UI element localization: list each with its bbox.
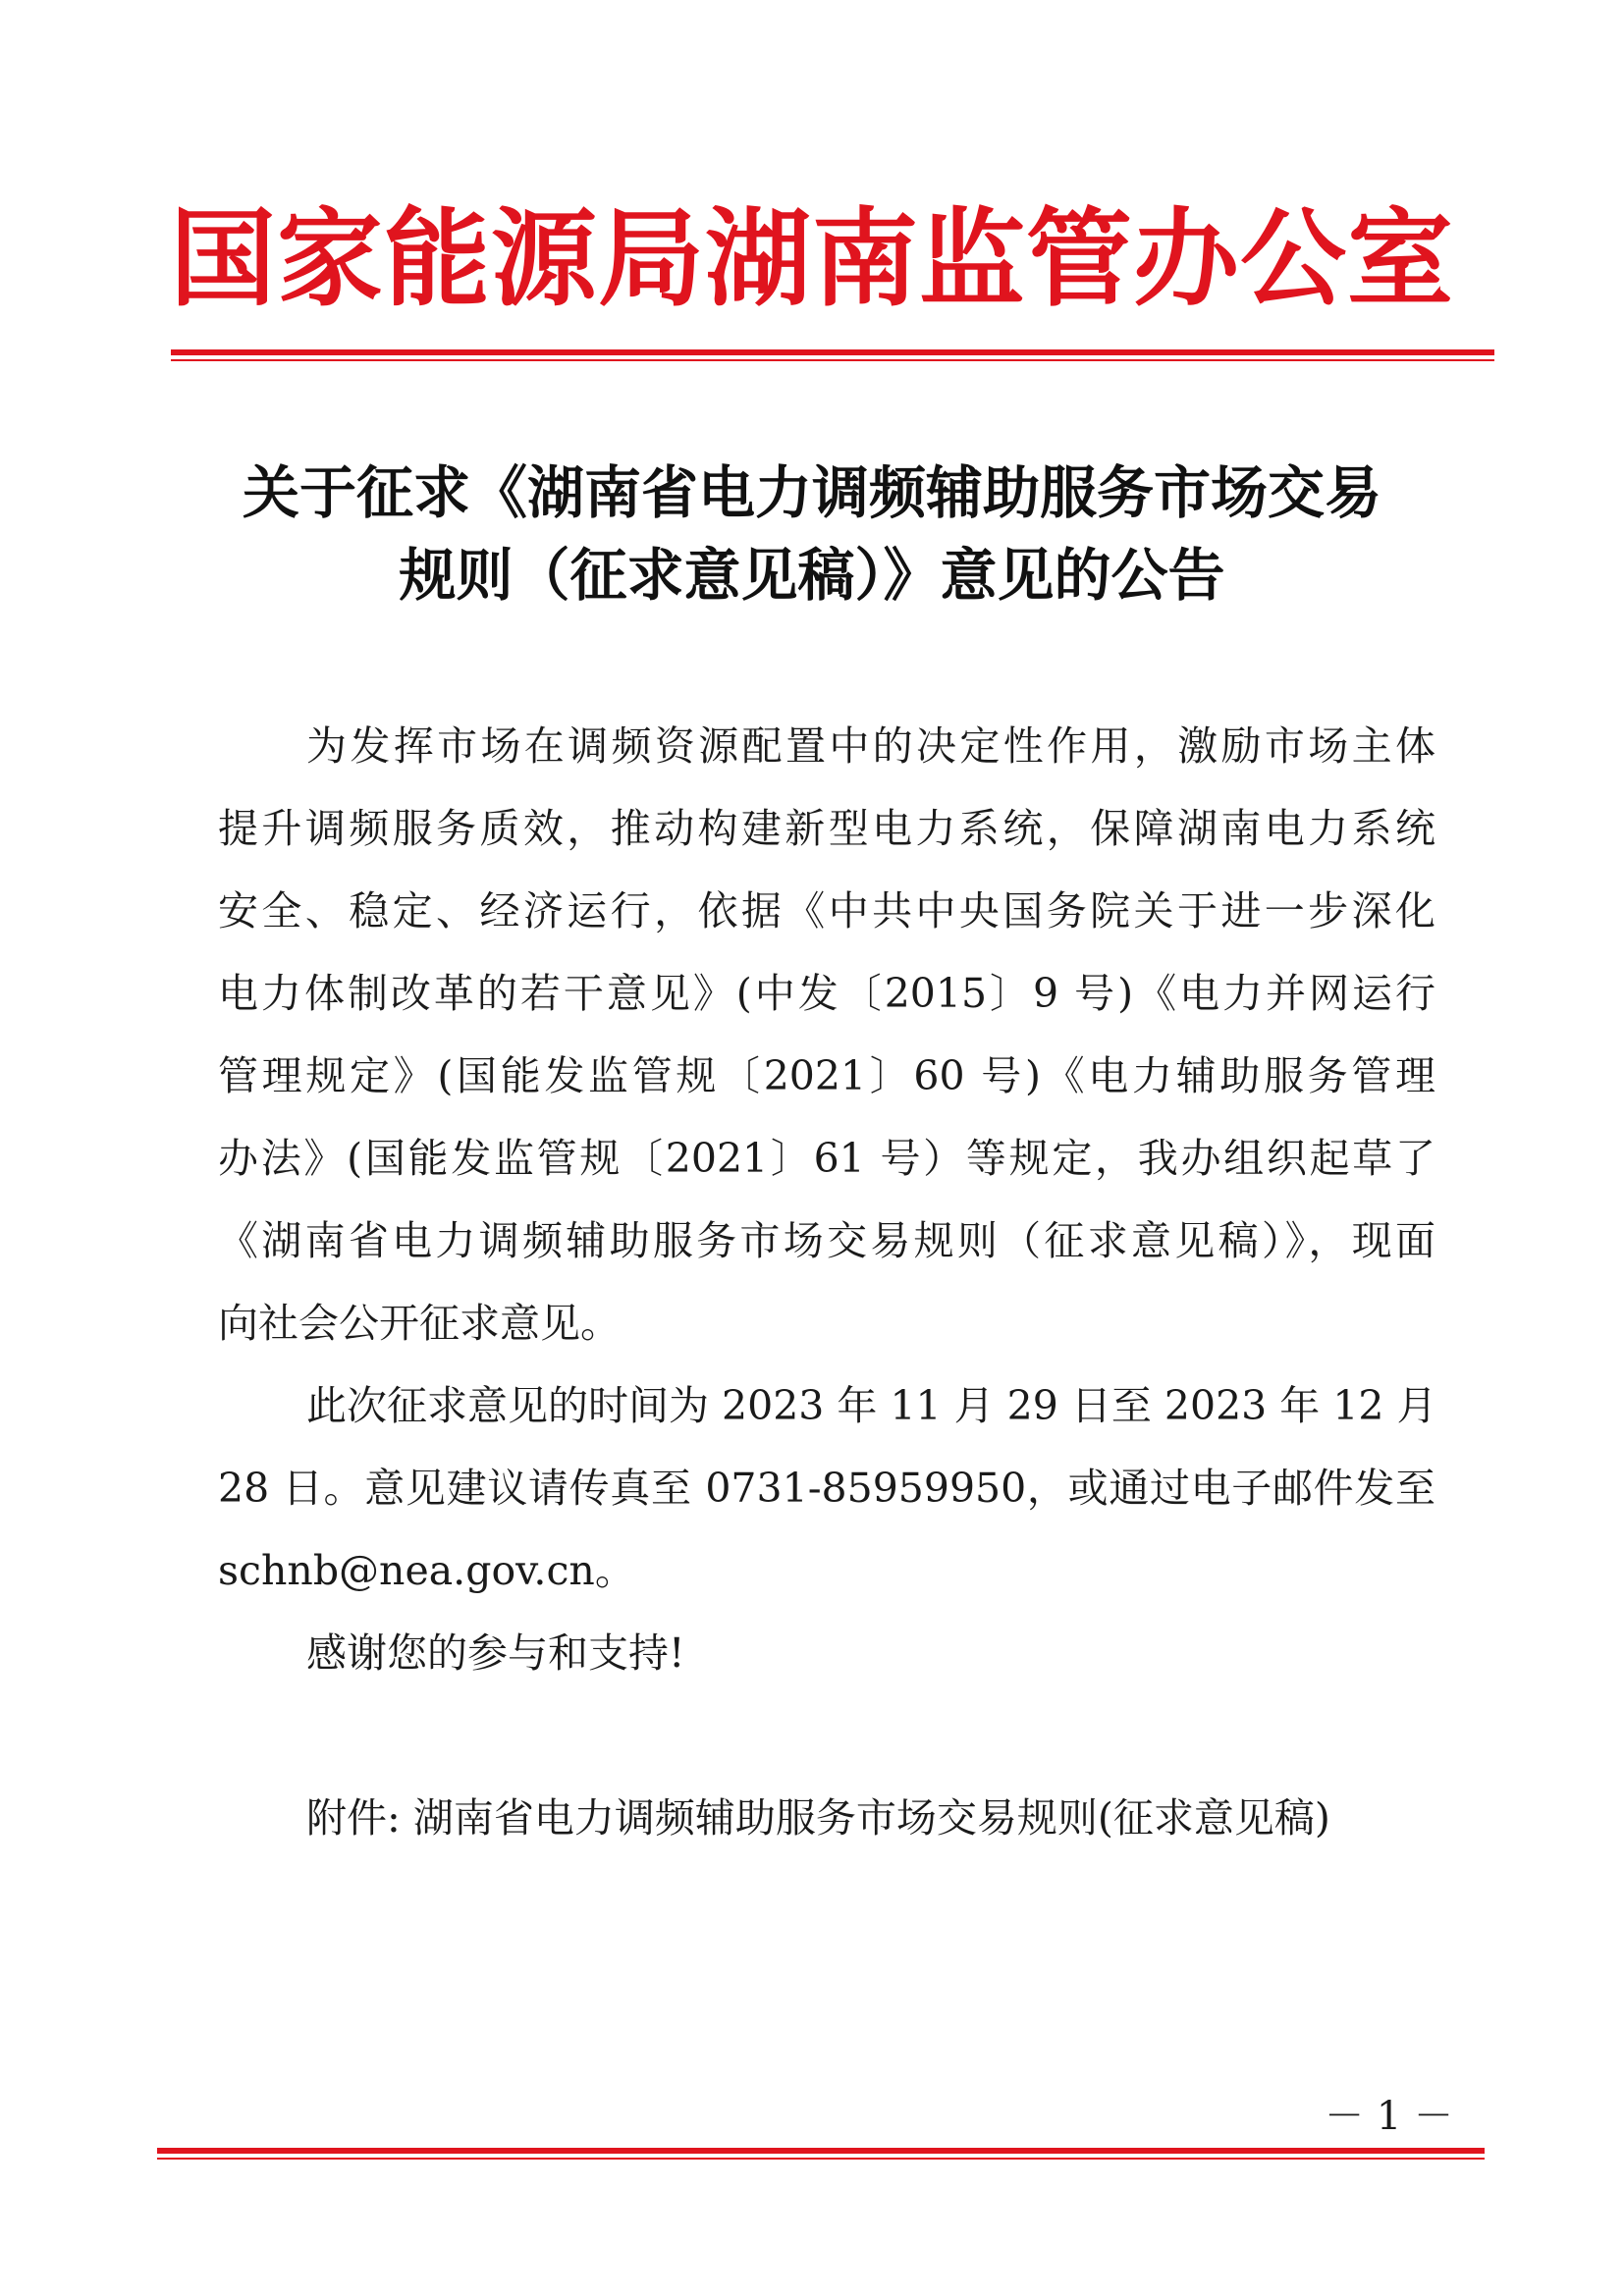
paragraph-1-line: 安全、稳定、经济运行，依据《中共中央国务院关于进一步深化: [218, 887, 1435, 934]
title-line-1: 关于征求《湖南省电力调频辅助服务市场交易: [242, 459, 1381, 526]
paragraph-gap: [218, 1694, 1435, 1777]
issuer-masthead: 国家能源局湖南监管办公室: [169, 198, 1454, 321]
document-title: [177, 452, 1447, 616]
paragraph-1-line: 《湖南省电力调频辅助服务市场交易规则（征求意见稿）》，现面: [218, 1217, 1435, 1264]
attachment-line: 附件: 湖南省电力调频辅助服务市场交易规则(征求意见稿): [306, 1794, 1330, 1842]
paragraph-2-line: 28 日。意见建议请传真至 0731-85959950，或通过电子邮件发至: [218, 1465, 1435, 1512]
paragraph-1-line: 管理规定》(国能发监管规〔2021〕60 号)《电力辅助服务管理: [218, 1052, 1435, 1099]
header-red-rule-thin: [171, 359, 1494, 361]
paragraph-1-line: 提升调频服务质效，推动构建新型电力系统，保障湖南电力系统: [218, 805, 1435, 852]
footer-red-rule: [157, 2148, 1485, 2154]
page-number: － 1 －: [1325, 2094, 1453, 2139]
paragraph-1-line: 向社会公开征求意见。: [218, 1300, 621, 1347]
paragraph-2-line: 此次征求意见的时间为 2023 年 11 月 29 日至 2023 年 12 月: [306, 1382, 1437, 1429]
paragraph-1-line: 电力体制改革的若干意见》(中发〔2015〕9 号)《电力并网运行: [218, 970, 1435, 1017]
header-red-rule: [171, 349, 1494, 355]
document-body: [218, 705, 1435, 1859]
thanks-line: 感谢您的参与和支持!: [306, 1629, 685, 1677]
paragraph-2-line: schnb@nea.gov.cn。: [218, 1547, 635, 1594]
footer-red-rule-thin: [157, 2158, 1485, 2160]
paragraph-1-line: 为发挥市场在调频资源配置中的决定性作用，激励市场主体: [306, 722, 1435, 770]
title-line-2: 规则（征求意见稿）》意见的公告: [399, 542, 1225, 609]
paragraph-1-line: 办法》(国能发监管规〔2021〕61 号）等规定，我办组织起草了: [218, 1135, 1435, 1182]
